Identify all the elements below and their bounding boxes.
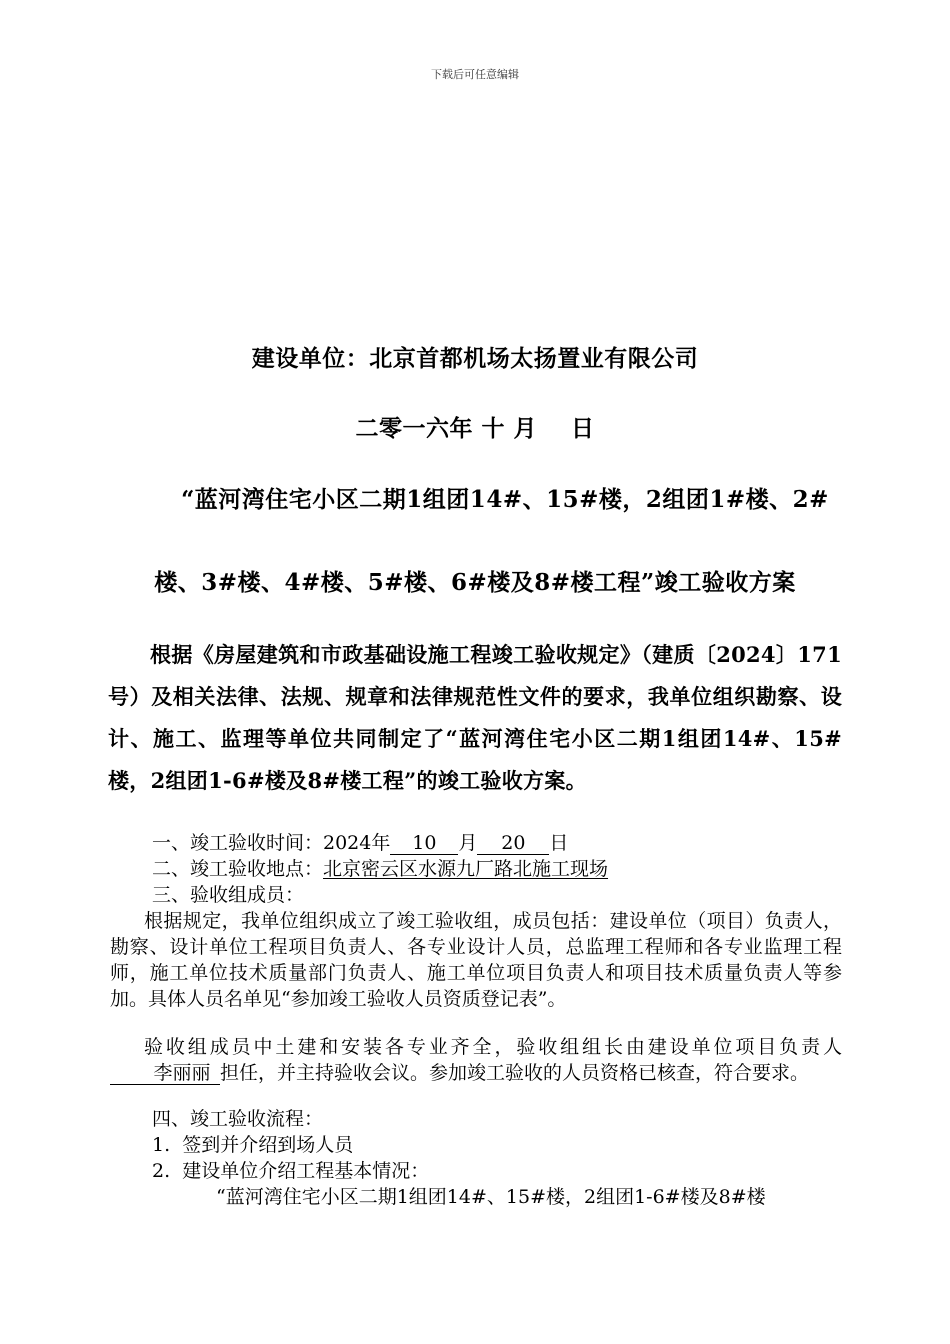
month-unit: 月 — [458, 832, 478, 854]
intro-paragraph: 根据《房屋建筑和市政基础设施工程竣工验收规定》（建质〔2024〕171号）及相关法律、法规、规章和法律规范性文件的要求，我单位组织勘察、设计、施工、监理等单位共同制定了“蓝河湾住宅小区二期1组团14#、15#楼，2组团1-6#楼及8#楼工程”的竣工验收方案。 — [108, 642, 842, 793]
project-quote: “蓝河湾住宅小区二期1组团14#、15#楼，2组团1-6#楼及8#楼 — [216, 1186, 766, 1208]
month-value: 10 — [390, 832, 458, 855]
location-value: 北京密云区水源九厂路北施工现场 — [323, 858, 609, 880]
section-4-label: 四、竣工验收流程： — [152, 1108, 324, 1130]
section-3-paragraph-2 — [110, 1034, 842, 1086]
section-1-label: 一、竣工验收时间：2024年 — [152, 832, 391, 854]
step-2: 2. 建设单位介绍工程基本情况： — [152, 1160, 430, 1182]
builder-line: 建设单位：北京首都机场太扬置业有限公司 — [251, 345, 699, 372]
section-1-time — [152, 830, 568, 856]
section-3-label: 三、验收组成员： — [152, 884, 305, 906]
day-value: 20 — [477, 832, 549, 855]
step-1: 1. 签到并介绍到场人员 — [152, 1134, 354, 1156]
section-3-para2-b: 担任，并主持验收会议。参加竣工验收的人员资格已核查，符合要求。 — [220, 1062, 810, 1084]
day-unit: 日 — [549, 832, 569, 854]
title-line-2: 楼、3#楼、4#楼、5#楼、6#楼及8#楼工程”竣工验收方案 — [154, 569, 796, 596]
section-2-label: 二、竣工验收地点： — [152, 858, 324, 880]
section-3-paragraph-1: 根据规定，我单位组织成立了竣工验收组，成员包括：建设单位（项目）负责人，勘察、设计单位工程项目负责人、各专业设计人员，总监理工程师和各专业监理工程师，施工单位技术质量部门负责人、施工单位项目负责人和项目技术质量负责人等参加。具体人员名单见“参加竣工验收人员资质登记表”。 — [110, 910, 842, 1010]
header-note: 下载后可任意编辑 — [431, 68, 519, 81]
section-3-para2-a: 验收组成员中土建和安装各专业齐全，验收组组长由建设单位项目负责人 — [144, 1036, 842, 1058]
title-line-1: “蓝河湾住宅小区二期1组团14#、15#楼，2组团1#楼、2# — [181, 486, 829, 513]
section-2-location — [152, 856, 608, 882]
group-leader-name: 李丽丽 — [110, 1062, 220, 1085]
date-line: 二零一六年 十 月 日 — [355, 415, 595, 442]
